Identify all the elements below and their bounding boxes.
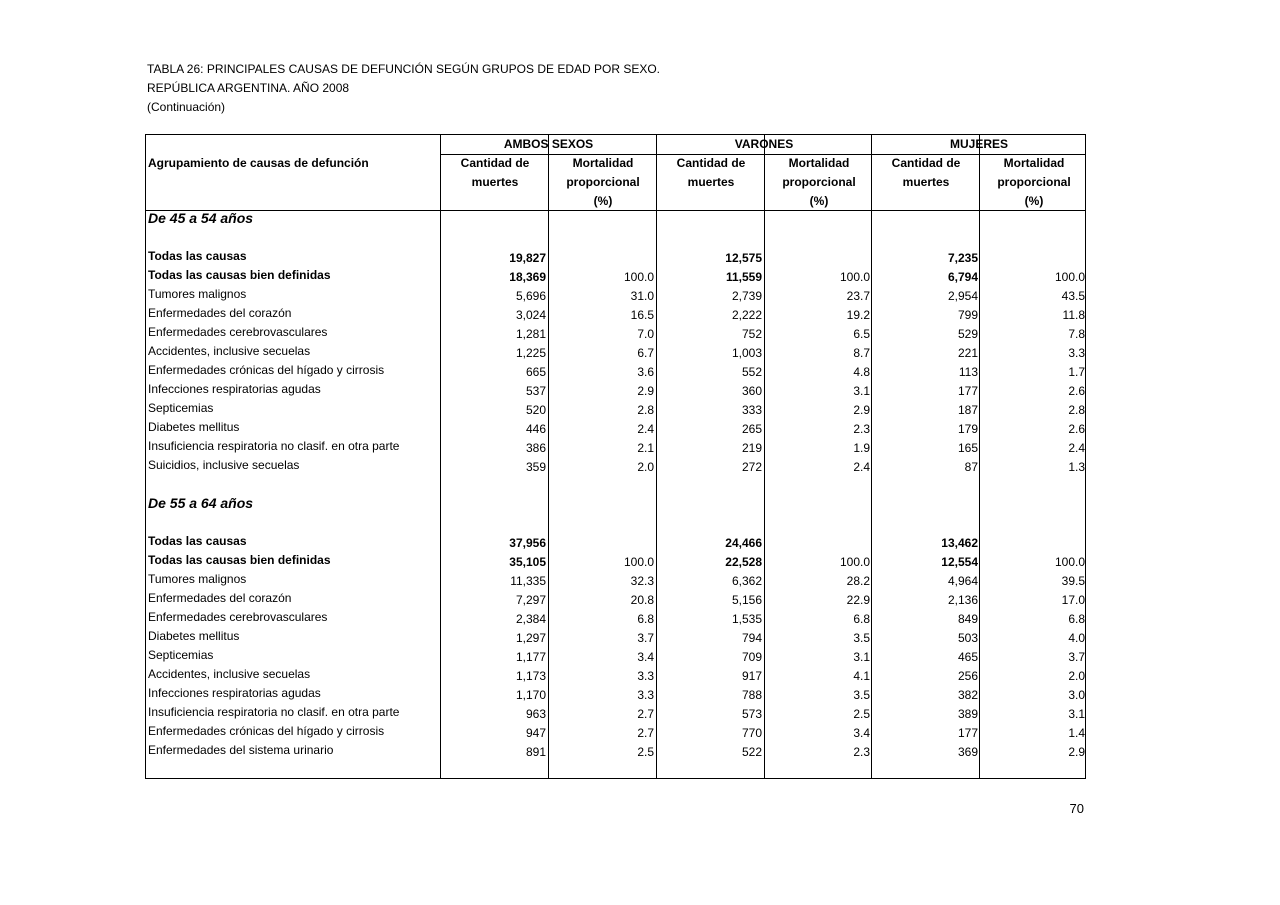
table-body xyxy=(146,211,1086,762)
proportional-mortality-cell: 4.8 xyxy=(853,365,870,379)
deaths-count-cell: 917 xyxy=(741,669,762,683)
deaths-count-cell: 963 xyxy=(525,707,546,721)
cause-label: Todas las causas xyxy=(148,249,247,263)
proportional-mortality-cell: 32.3 xyxy=(630,574,654,588)
proportional-mortality-cell: 17.0 xyxy=(1061,593,1085,607)
deaths-count-cell: 1,003 xyxy=(731,346,762,360)
cause-label: Diabetes mellitus xyxy=(148,629,240,643)
age-group-title: De 45 a 54 años xyxy=(148,210,254,226)
proportional-mortality-cell: 2.6 xyxy=(1068,384,1085,398)
cause-label: Enfermedades crónicas del hígado y cirrosis xyxy=(148,363,385,377)
proportional-mortality-cell: 4.1 xyxy=(853,669,870,683)
proportional-mortality-cell: 1.4 xyxy=(1068,726,1085,740)
proportional-mortality-cell: 3.1 xyxy=(853,650,870,664)
deaths-count-cell: 113 xyxy=(958,365,978,379)
page-number: 70 xyxy=(1069,801,1084,816)
deaths-count-cell: 1,173 xyxy=(515,669,546,683)
deaths-count-cell: 794 xyxy=(741,631,762,645)
deaths-count-cell: 573 xyxy=(741,707,762,721)
deaths-count-cell: 537 xyxy=(525,384,546,398)
proportional-mortality-cell: 2.4 xyxy=(1068,441,1085,455)
proportional-mortality-cell: 3.0 xyxy=(1068,688,1085,702)
deaths-count-cell: 165 xyxy=(957,441,978,455)
cause-label: Accidentes, inclusive secuelas xyxy=(148,667,311,681)
table-row xyxy=(146,458,1086,477)
proportional-mortality-cell: 6.8 xyxy=(1068,612,1085,626)
deaths-count-cell: 24,466 xyxy=(725,536,762,550)
deaths-count-cell: 1,535 xyxy=(731,612,762,626)
deaths-count-cell: 1,177 xyxy=(515,650,546,664)
proportional-mortality-cell: 7.8 xyxy=(1068,327,1085,341)
deaths-count-cell: 12,554 xyxy=(941,555,978,569)
deaths-count-cell: 3,024 xyxy=(515,308,546,322)
proportional-mortality-cell: 2.8 xyxy=(637,403,654,417)
proportional-mortality-cell: 4.0 xyxy=(1068,631,1085,645)
deaths-count-cell: 177 xyxy=(957,726,978,740)
table-row xyxy=(146,382,1086,401)
deaths-count-cell: 2,222 xyxy=(731,308,762,322)
proportional-mortality-cell: 100.0 xyxy=(839,555,870,569)
proportional-mortality-cell: 2.1 xyxy=(637,441,654,455)
proportional-mortality-cell: 2.9 xyxy=(637,384,654,398)
proportional-mortality-cell: 2.4 xyxy=(637,422,654,436)
proportional-mortality-cell: 6.7 xyxy=(637,346,654,360)
deaths-count-cell: 522 xyxy=(741,745,762,759)
proportional-mortality-cell: 100.0 xyxy=(623,555,654,569)
cause-label: Tumores malignos xyxy=(148,572,247,586)
cause-label: Todas las causas xyxy=(148,534,247,548)
spacer-row xyxy=(146,515,1086,534)
cause-column-header: Agrupamiento de causas de defunción xyxy=(148,156,369,170)
deaths-count-cell: 386 xyxy=(525,441,546,455)
deaths-count-cell: 1,297 xyxy=(515,631,546,645)
cause-label: Enfermedades cerebrovasculares xyxy=(148,325,328,339)
deaths-count-cell: 35,105 xyxy=(509,555,546,569)
deaths-count-cell: 2,384 xyxy=(515,612,546,626)
proportional-mortality-cell: 28.2 xyxy=(846,574,870,588)
proportional-mortality-cell: 3.4 xyxy=(853,726,870,740)
deaths-count-cell: 13,462 xyxy=(941,536,978,550)
proportional-mortality-cell: 43.5 xyxy=(1061,289,1085,303)
proportional-mortality-cell: 6.8 xyxy=(853,612,870,626)
col-header-cantidad: Cantidad de muertes xyxy=(891,156,961,189)
proportional-mortality-cell: 2.9 xyxy=(853,403,870,417)
cause-label: Tumores malignos xyxy=(148,287,247,301)
deaths-count-cell: 2,136 xyxy=(947,593,978,607)
deaths-count-cell: 446 xyxy=(525,422,546,436)
deaths-count-cell: 6,362 xyxy=(731,574,762,588)
proportional-mortality-cell: 2.3 xyxy=(853,422,870,436)
table-row xyxy=(146,743,1086,762)
deaths-count-cell: 219 xyxy=(741,441,762,455)
deaths-count-cell: 770 xyxy=(741,726,762,740)
deaths-count-cell: 369 xyxy=(957,745,978,759)
mortality-table xyxy=(145,134,1086,779)
proportional-mortality-cell: 23.7 xyxy=(846,289,870,303)
deaths-count-cell: 2,739 xyxy=(731,289,762,303)
deaths-count-cell: 11,559 xyxy=(725,270,762,284)
deaths-count-cell: 177 xyxy=(957,384,978,398)
cause-label: Suicidios, inclusive secuelas xyxy=(148,458,300,472)
cause-label: Diabetes mellitus xyxy=(148,420,240,434)
deaths-count-cell: 389 xyxy=(957,707,978,721)
deaths-count-cell: 265 xyxy=(741,422,762,436)
table-title: TABLA 26: PRINCIPALES CAUSAS DE DEFUNCIÓN SEGÚN GRUPOS DE EDAD POR SEXO. xyxy=(147,62,661,76)
proportional-mortality-cell: 7.0 xyxy=(637,327,654,341)
cause-label: Enfermedades crónicas del hígado y cirrosis xyxy=(148,724,385,738)
deaths-count-cell: 221 xyxy=(957,346,978,360)
continuation-note: (Continuación) xyxy=(147,100,226,114)
proportional-mortality-cell: 1.9 xyxy=(853,441,870,455)
deaths-count-cell: 520 xyxy=(525,403,546,417)
deaths-count-cell: 360 xyxy=(741,384,762,398)
proportional-mortality-cell: 3.5 xyxy=(853,688,870,702)
col-header-mortalidad: Mortalidad proporcional (%) xyxy=(997,156,1071,208)
deaths-count-cell: 788 xyxy=(741,688,762,702)
deaths-count-cell: 1,225 xyxy=(515,346,546,360)
proportional-mortality-cell: 3.3 xyxy=(637,669,654,683)
proportional-mortality-cell: 2.5 xyxy=(853,707,870,721)
col-header-cantidad: Cantidad de muertes xyxy=(460,156,530,189)
deaths-count-cell: 7,235 xyxy=(947,251,978,265)
table-subtitle: REPÚBLICA ARGENTINA. AÑO 2008 xyxy=(147,81,350,95)
deaths-count-cell: 891 xyxy=(525,745,546,759)
col-header-mortalidad: Mortalidad proporcional (%) xyxy=(782,156,856,208)
proportional-mortality-cell: 2.0 xyxy=(1068,669,1085,683)
deaths-count-cell: 849 xyxy=(957,612,978,626)
proportional-mortality-cell: 3.3 xyxy=(637,688,654,702)
deaths-count-cell: 256 xyxy=(957,669,978,683)
deaths-count-cell: 6,794 xyxy=(947,270,978,284)
table-row xyxy=(146,553,1086,572)
proportional-mortality-cell: 3.1 xyxy=(1068,707,1085,721)
cause-label: Infecciones respiratorias agudas xyxy=(148,686,321,700)
cause-label: Todas las causas bien definidas xyxy=(148,268,331,282)
proportional-mortality-cell: 2.8 xyxy=(1068,403,1085,417)
age-group-title: De 55 a 64 años xyxy=(148,495,254,511)
deaths-count-cell: 1,281 xyxy=(515,327,546,341)
deaths-count-cell: 187 xyxy=(957,403,978,417)
table-row xyxy=(146,268,1086,287)
proportional-mortality-cell: 19.2 xyxy=(846,308,870,322)
deaths-count-cell: 752 xyxy=(741,327,762,341)
proportional-mortality-cell: 2.6 xyxy=(1068,422,1085,436)
deaths-count-cell: 18,369 xyxy=(509,270,546,284)
proportional-mortality-cell: 3.4 xyxy=(637,650,654,664)
spacer-row xyxy=(146,230,1086,249)
deaths-count-cell: 465 xyxy=(957,650,978,664)
proportional-mortality-cell: 3.3 xyxy=(1068,346,1085,360)
proportional-mortality-cell: 2.7 xyxy=(637,707,654,721)
group-header-ambos-sexos: AMBOS SEXOS xyxy=(503,137,594,151)
cause-label: Infecciones respiratorias agudas xyxy=(148,382,321,396)
proportional-mortality-cell: 11.8 xyxy=(1062,308,1085,322)
group-header-varones: VARONES xyxy=(734,137,794,151)
deaths-count-cell: 5,156 xyxy=(731,593,762,607)
proportional-mortality-cell: 8.7 xyxy=(853,346,870,360)
age-group-heading-row xyxy=(146,496,1086,515)
cause-label: Accidentes, inclusive secuelas xyxy=(148,344,311,358)
deaths-count-cell: 272 xyxy=(741,460,762,474)
proportional-mortality-cell: 3.7 xyxy=(637,631,654,645)
proportional-mortality-cell: 2.7 xyxy=(637,726,654,740)
cause-label: Enfermedades del corazón xyxy=(148,591,292,605)
deaths-count-cell: 359 xyxy=(525,460,546,474)
deaths-count-cell: 333 xyxy=(741,403,762,417)
proportional-mortality-cell: 39.5 xyxy=(1061,574,1085,588)
col-header-mortalidad: Mortalidad proporcional (%) xyxy=(566,156,640,208)
proportional-mortality-cell: 6.5 xyxy=(853,327,870,341)
cause-label: Septicemias xyxy=(148,648,214,662)
proportional-mortality-cell: 2.4 xyxy=(853,460,870,474)
proportional-mortality-cell: 1.7 xyxy=(1068,365,1085,379)
col-header-cantidad: Cantidad de muertes xyxy=(676,156,746,189)
proportional-mortality-cell: 100.0 xyxy=(1054,270,1085,284)
deaths-count-cell: 5,696 xyxy=(515,289,546,303)
deaths-count-cell: 87 xyxy=(964,460,978,474)
deaths-count-cell: 529 xyxy=(957,327,978,341)
deaths-count-cell: 12,575 xyxy=(725,251,762,265)
proportional-mortality-cell: 16.5 xyxy=(630,308,654,322)
cause-label: Enfermedades cerebrovasculares xyxy=(148,610,328,624)
cause-label: Insuficiencia respiratoria no clasif. en otra parte xyxy=(148,439,400,453)
deaths-count-cell: 7,297 xyxy=(515,593,546,607)
deaths-count-cell: 19,827 xyxy=(509,251,546,265)
proportional-mortality-cell: 20.8 xyxy=(630,593,654,607)
cause-label: Enfermedades del sistema urinario xyxy=(148,743,334,757)
deaths-count-cell: 4,964 xyxy=(947,574,978,588)
proportional-mortality-cell: 1.3 xyxy=(1068,460,1085,474)
deaths-count-cell: 1,170 xyxy=(515,688,546,702)
proportional-mortality-cell: 100.0 xyxy=(1054,555,1085,569)
deaths-count-cell: 552 xyxy=(741,365,762,379)
cause-label: Enfermedades del corazón xyxy=(148,306,292,320)
age-group-heading-row xyxy=(146,211,1086,230)
deaths-count-cell: 11,335 xyxy=(510,574,546,588)
spacer-row xyxy=(146,477,1086,496)
deaths-count-cell: 665 xyxy=(525,365,546,379)
deaths-count-cell: 503 xyxy=(957,631,978,645)
proportional-mortality-cell: 2.3 xyxy=(853,745,870,759)
proportional-mortality-cell: 3.1 xyxy=(853,384,870,398)
proportional-mortality-cell: 3.6 xyxy=(637,365,654,379)
proportional-mortality-cell: 3.7 xyxy=(1068,650,1085,664)
table-row xyxy=(146,610,1086,629)
proportional-mortality-cell: 2.9 xyxy=(1068,745,1085,759)
proportional-mortality-cell: 2.5 xyxy=(637,745,654,759)
table-row xyxy=(146,629,1086,648)
cause-label: Septicemias xyxy=(148,401,214,415)
deaths-count-cell: 37,956 xyxy=(509,536,546,550)
proportional-mortality-cell: 100.0 xyxy=(623,270,654,284)
cause-label: Todas las causas bien definidas xyxy=(148,553,331,567)
proportional-mortality-cell: 100.0 xyxy=(839,270,870,284)
proportional-mortality-cell: 31.0 xyxy=(630,289,654,303)
deaths-count-cell: 947 xyxy=(525,726,546,740)
deaths-count-cell: 799 xyxy=(957,308,978,322)
proportional-mortality-cell: 6.8 xyxy=(637,612,654,626)
proportional-mortality-cell: 2.0 xyxy=(637,460,654,474)
deaths-count-cell: 179 xyxy=(957,422,978,436)
deaths-count-cell: 2,954 xyxy=(947,289,978,303)
deaths-count-cell: 22,528 xyxy=(725,555,762,569)
group-header-mujeres: MUJERES xyxy=(949,137,1008,151)
deaths-count-cell: 709 xyxy=(741,650,762,664)
deaths-count-cell: 382 xyxy=(957,688,978,702)
table-row xyxy=(146,401,1086,420)
cause-label: Insuficiencia respiratoria no clasif. en otra parte xyxy=(148,705,400,719)
proportional-mortality-cell: 3.5 xyxy=(853,631,870,645)
proportional-mortality-cell: 22.9 xyxy=(846,593,870,607)
